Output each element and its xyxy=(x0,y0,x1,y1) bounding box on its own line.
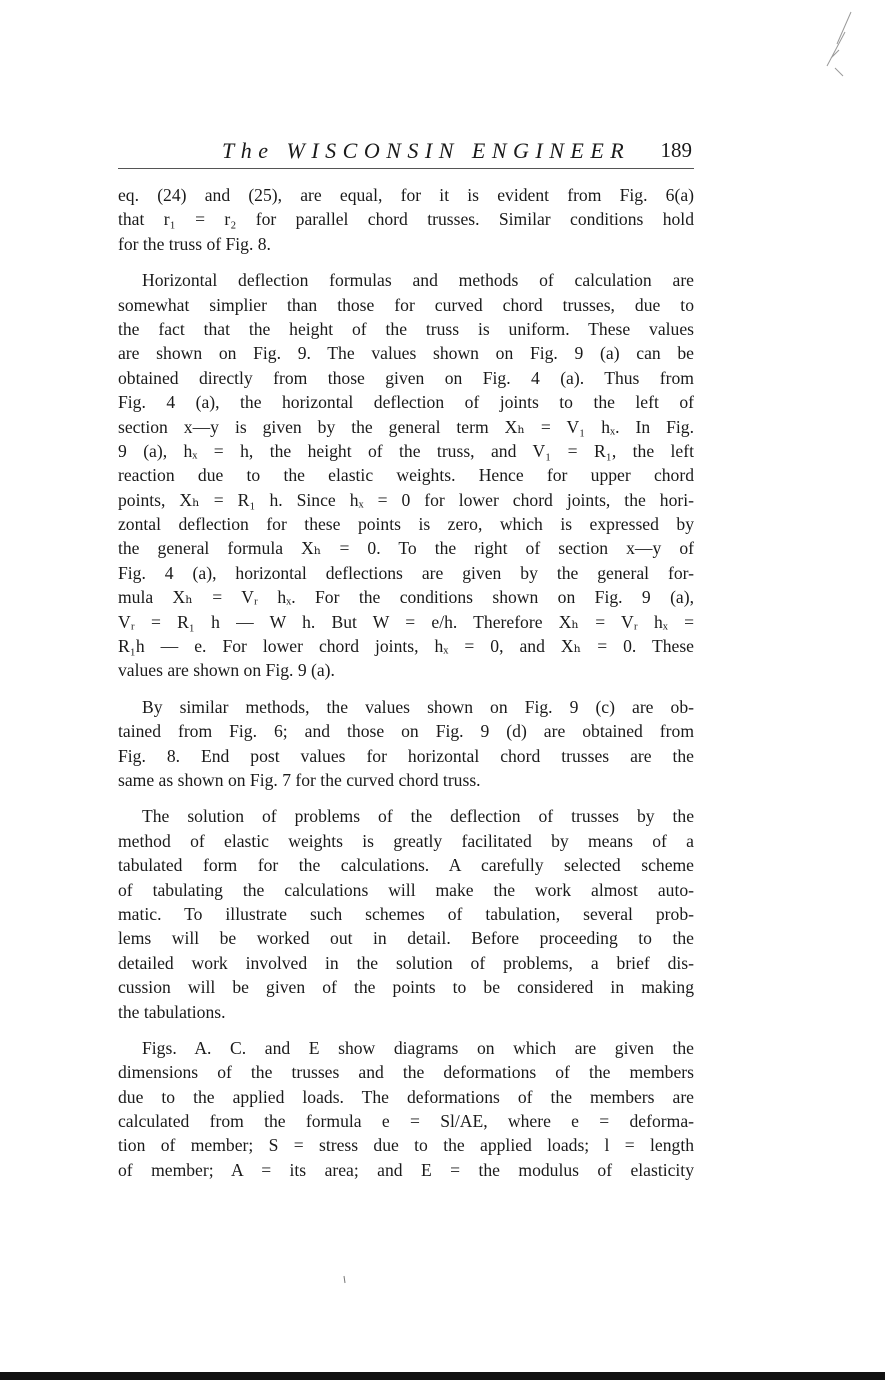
text-line: mula Xₕ = Vᵣ hₓ. For the conditions shown on Fig. 9 (a), xyxy=(118,587,694,608)
text-line: Vᵣ = R₁ h — W h. But W = e/h. Therefore Xₕ = Vᵣ hₓ = xyxy=(118,611,694,632)
text-line: tion of member; S = stress due to the applied loads; l = length xyxy=(118,1135,694,1156)
text-line: detailed work involved in the solution of problems, a brief dis- xyxy=(118,952,694,973)
scan-bottom-edge xyxy=(0,1372,885,1380)
text-line: R₁h — e. For lower chord joints, hₓ = 0, and Xₕ = 0. These xyxy=(118,636,694,657)
text-line: eq. (24) and (25), are equal, for it is evident from Fig. 6(a) xyxy=(118,185,694,205)
paragraph-gap xyxy=(118,792,694,804)
text-line: obtained directly from those given on Fig. 4 (a). Thus from xyxy=(118,367,694,388)
paragraph xyxy=(118,804,694,1024)
text-line: Horizontal deflection formulas and methods of calculation are xyxy=(142,270,694,291)
paragraph-gap xyxy=(118,1024,694,1036)
text-line: for the truss of Fig. 8. xyxy=(118,233,271,254)
text-line: the fact that the height of the truss is uniform. These values xyxy=(118,318,694,339)
text-line: somewhat simplier than those for curved chord trusses, due to xyxy=(118,294,694,315)
stray-ink-mark xyxy=(342,1272,348,1290)
text-line: tabulated form for the calculations. A carefully selected scheme xyxy=(118,855,694,876)
text-line: section x—y is given by the general term Xₕ = V₁ hₓ. In Fig. xyxy=(118,416,694,437)
text-line: are shown on Fig. 9. The values shown on Fig. 9 (a) can be xyxy=(118,343,694,364)
text-line: the tabulations. xyxy=(118,1001,226,1022)
text-line: By similar methods, the values shown on Fig. 9 (c) are ob- xyxy=(142,696,694,717)
text-line: 9 (a), hₓ = h, the height of the truss, and V₁ = R₁, the left xyxy=(118,440,694,461)
paragraph-gap xyxy=(118,683,694,695)
article-body xyxy=(118,183,694,1182)
page-number: 189 xyxy=(660,138,692,162)
text-line: cussion will be given of the points to be considered in making xyxy=(118,977,694,998)
text-line: of member; A = its area; and E = the modulus of elasticity xyxy=(118,1159,694,1180)
text-line: The solution of problems of the deflection of trusses by the xyxy=(142,806,694,827)
paragraph-gap xyxy=(118,256,694,268)
text-line: lems will be worked out in detail. Before proceeding to the xyxy=(118,928,694,949)
text-line: reaction due to the elastic weights. Hence for upper chord xyxy=(118,465,694,486)
text-line: points, Xₕ = R₁ h. Since hₓ = 0 for lower chord joints, the hori- xyxy=(118,489,694,510)
paragraph xyxy=(118,183,694,256)
text-line: Fig. 4 (a), the horizontal deflection of joints to the left of xyxy=(118,392,694,413)
text-line: calculated from the formula e = Sl/AE, where e = deforma- xyxy=(118,1111,694,1132)
paragraph xyxy=(118,268,694,683)
text-line: Fig. 8. End post values for horizontal chord trusses are the xyxy=(118,745,694,766)
text-line: the general formula Xₕ = 0. To the right of section x—y of xyxy=(118,538,694,559)
text-line: values are shown on Fig. 9 (a). xyxy=(118,660,335,681)
paragraph xyxy=(118,695,694,793)
text-line: of tabulating the calculations will make the work almost auto- xyxy=(118,879,694,900)
handwritten-scribble-mark xyxy=(817,10,857,95)
text-line: dimensions of the trusses and the deformations of the members xyxy=(118,1062,694,1083)
text-line: same as shown on Fig. 7 for the curved chord truss. xyxy=(118,769,481,790)
running-header xyxy=(118,138,694,169)
text-line: zontal deflection for these points is zero, which is expressed by xyxy=(118,514,694,535)
paragraph xyxy=(118,1036,694,1182)
text-line: method of elastic weights is greatly facilitated by means of a xyxy=(118,830,694,851)
text-line: due to the applied loads. The deformations of the members are xyxy=(118,1086,694,1107)
text-line: tained from Fig. 6; and those on Fig. 9 (d) are obtained from xyxy=(118,721,694,742)
journal-title: The WISCONSIN ENGINEER xyxy=(222,138,631,163)
text-line: matic. To illustrate such schemes of tabulation, several prob- xyxy=(118,903,694,924)
text-line: that r₁ = r₂ for parallel chord trusses. Similar conditions hold xyxy=(118,209,694,230)
text-line: Figs. A. C. and E show diagrams on which are given the xyxy=(142,1037,694,1058)
text-line: Fig. 4 (a), horizontal deflections are given by the general for- xyxy=(118,562,694,583)
